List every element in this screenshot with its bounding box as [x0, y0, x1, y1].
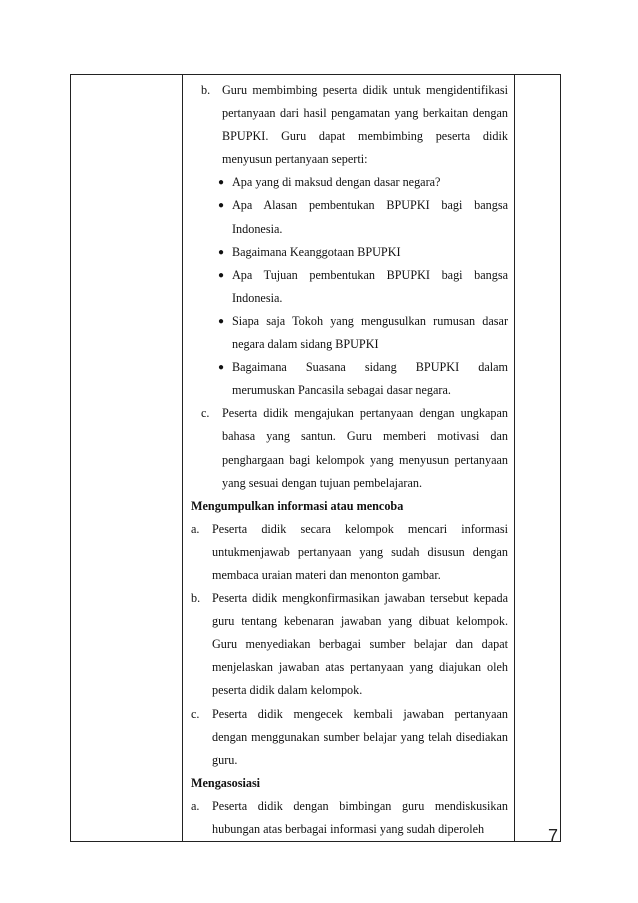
bullet-text: Apa Tujuan pembentukan BPUPKI bagi bangsa Indonesia.	[232, 267, 508, 305]
bullet-item	[218, 264, 508, 310]
right-column-cell	[515, 75, 561, 842]
page-number: 7	[548, 826, 559, 846]
item-text: Peserta didik secara kelompok mencari informasi untukmenjawab pertanyaan yang sudah disusun dengan membaca uraian materi dan menonton gambar.	[212, 521, 508, 582]
list-item	[191, 518, 508, 587]
item-marker: a.	[191, 798, 200, 813]
section-heading-mengumpulkan: Mengumpulkan informasi atau mencoba	[191, 498, 404, 513]
bullet-text: Bagaimana Suasana sidang BPUPKI dalam merumuskan Pancasila sebagai dasar negara.	[232, 360, 508, 398]
item-marker: c.	[191, 706, 200, 721]
item-marker: b.	[191, 591, 201, 606]
activity-content	[183, 75, 514, 841]
bullet-icon: ●	[218, 315, 225, 327]
item-marker: a.	[191, 521, 200, 536]
bullet-icon: ●	[218, 362, 225, 374]
bullet-icon: ●	[218, 269, 225, 281]
left-column-cell	[71, 75, 183, 842]
bullet-icon: ●	[218, 246, 225, 258]
bullet-icon: ●	[218, 177, 225, 189]
item-text: Peserta didik mengecek kembali jawaban pertanyaan dengan menggunakan sumber belajar yang telah disediakan guru.	[212, 706, 508, 767]
list-item-b	[191, 79, 508, 171]
item-text: Guru membimbing peserta didik untuk mengidentifikasi pertanyaan dari hasil pengamatan yang berkaitan dengan BPUPKI. Guru dapat membimbing peserta didik menyusun pertanyaan seperti:	[222, 83, 508, 167]
lesson-table	[70, 74, 561, 842]
list-item	[191, 587, 508, 702]
bullet-text: Bagaimana Keanggotaan BPUPKI	[232, 244, 401, 259]
item-text: Peserta didik dengan bimbingan guru mendiskusikan hubungan atas berbagai informasi yang sudah diperoleh	[212, 798, 508, 836]
table-row	[71, 75, 561, 842]
bullet-text: Apa Alasan pembentukan BPUPKI bagi bangsa Indonesia.	[232, 198, 508, 236]
list-item	[191, 795, 508, 841]
bullet-item	[218, 310, 508, 356]
bullet-text: Siapa saja Tokoh yang mengusulkan rumusan dasar negara dalam sidang BPUPKI	[232, 313, 508, 352]
item-text: Peserta didik mengajukan pertanyaan dengan ungkapan bahasa yang santun. Guru memberi motivasi dan penghargaan bagi kelompok yang menyusun pertanyaan yang sesuai dengan tujuan pembelajaran.	[222, 406, 508, 490]
bullet-item	[218, 194, 508, 240]
item-text: Peserta didik mengkonfirmasikan jawaban tersebut kepada guru tentang kebenaran jawaban yang dibuat kelompok. Guru menyediakan berbagai sumber belajar dan dapat menjelaskan jawaban atas pertanyaan yang diajukan oleh peserta didik dalam kelompok.	[212, 591, 508, 698]
bullet-item	[218, 356, 508, 402]
bullet-item	[218, 171, 508, 194]
list-item-c	[191, 402, 508, 494]
section-heading-mengasosiasi: Mengasosiasi	[191, 775, 261, 790]
bullet-text: Apa yang di maksud dengan dasar negara?	[232, 175, 441, 190]
bullet-icon: ●	[218, 200, 225, 212]
item-marker: b.	[201, 83, 211, 97]
bullet-item	[218, 241, 508, 264]
list-item	[191, 703, 508, 772]
item-marker: c.	[201, 406, 210, 421]
activity-cell	[183, 75, 515, 842]
